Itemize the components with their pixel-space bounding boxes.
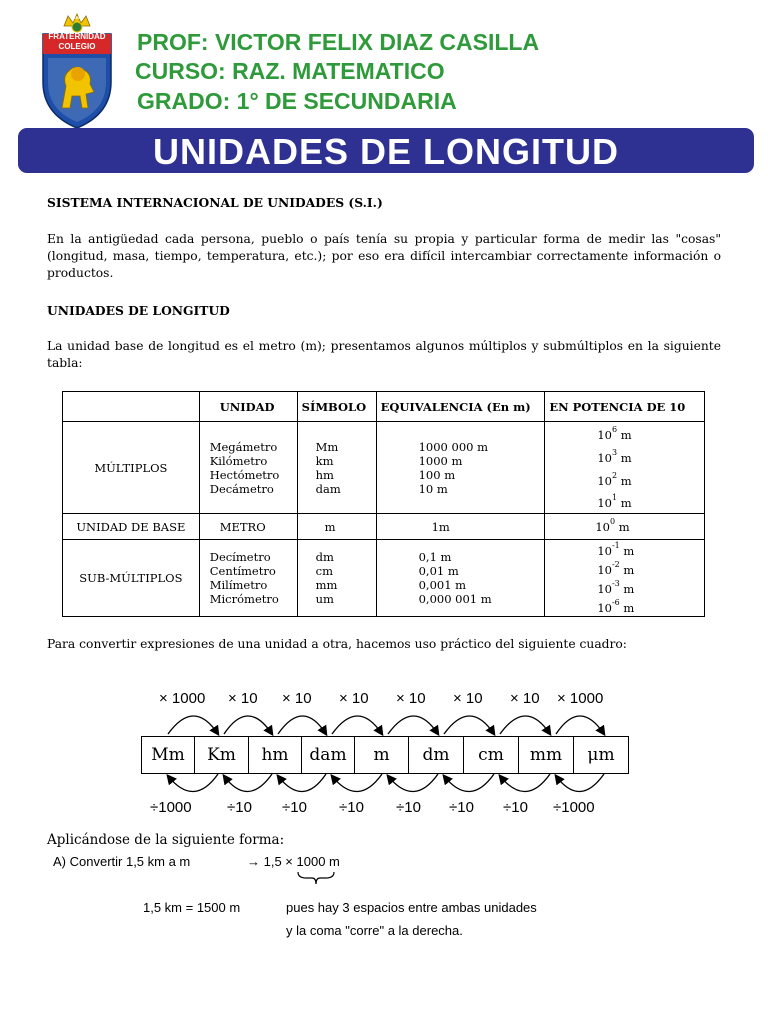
example-reason-1: pues hay 3 espacios entre ambas unidades	[286, 900, 537, 915]
unit-equivalence: 1000 m	[418, 453, 463, 468]
table-header: EQUIVALENCIA (En m)	[376, 392, 545, 422]
divide-op: ÷10	[227, 799, 252, 816]
unit-symbol: hm	[315, 467, 334, 482]
page-title: UNIDADES DE LONGITUD	[152, 131, 619, 172]
paragraph-history: En la antigüedad cada persona, pueblo o país tenía su propia y particular forma de medir las "cosas" (longitud, masa, tiempo, temperatura, etc.); por eso era difícil intercambiar correctamente información o productos.	[47, 232, 721, 280]
table-row-base-unit	[63, 514, 705, 540]
unit-name: Megámetro	[209, 439, 278, 454]
multiply-op: × 10	[396, 690, 426, 707]
bottom-arrow	[388, 774, 438, 792]
power-of-ten: $10^{-1}$ m	[597, 541, 635, 559]
unit-equivalence: 0,01 m	[418, 563, 459, 578]
unit-name: Hectómetro	[209, 467, 280, 482]
group-label: UNIDAD DE BASE	[63, 514, 200, 540]
multiply-op: × 1000	[557, 690, 604, 707]
unit-box: cm	[464, 737, 519, 773]
table-header: UNIDAD	[199, 392, 297, 422]
table-header	[63, 392, 200, 422]
unit-name: Kilómetro	[209, 453, 268, 468]
unit-name: Centímetro	[209, 563, 276, 578]
table-header: EN POTENCIA DE 10	[545, 392, 705, 422]
bottom-arrow	[168, 774, 218, 792]
divide-op: ÷10	[396, 799, 421, 816]
unit-symbol: mm	[315, 577, 338, 592]
unit-equivalences	[376, 422, 545, 514]
multiply-op: × 1000	[159, 690, 206, 707]
multiply-op: × 10	[453, 690, 483, 707]
power-of-ten: $10^1$ m	[597, 493, 632, 511]
course-name: CURSO: RAZ. MATEMATICO	[135, 58, 445, 84]
unit-equivalence: 1000 000 m	[418, 439, 489, 454]
unit-name: Decímetro	[209, 549, 271, 564]
multiply-op: × 10	[282, 690, 312, 707]
crest-text-top: FRATERNIDAD	[48, 32, 106, 41]
unit-equivalence: 100 m	[418, 467, 456, 482]
bottom-arrow	[500, 774, 550, 792]
unit-box: Km	[195, 737, 249, 773]
unit-conversion-boxes	[141, 736, 629, 774]
unit-equivalences	[376, 540, 545, 616]
unit-symbol: cm	[315, 563, 333, 578]
unit-box: m	[355, 737, 409, 773]
bottom-arrow	[556, 774, 604, 792]
power-of-ten: $10^6$ m	[597, 425, 632, 442]
unit-equivalence: 0,000 001 m	[418, 591, 492, 606]
unit-name: Decámetro	[209, 481, 274, 496]
paragraph-conversion: Para convertir expresiones de una unidad a otra, hacemos uso práctico del siguiente cuadro:	[47, 637, 627, 651]
unit-names	[199, 422, 297, 514]
power-of-ten: $10^3$ m	[597, 447, 632, 465]
power-of-ten: $10^{-6}$ m	[597, 597, 635, 615]
apply-intro: Aplicándose de la siguiente forma:	[47, 832, 285, 848]
bottom-arrow	[332, 774, 382, 792]
unit-symbol: dam	[315, 481, 341, 496]
school-crest-logo	[40, 12, 114, 130]
example-reason-2: y la coma "corre" a la derecha.	[286, 923, 463, 938]
bottom-arrow	[224, 774, 272, 792]
table-header: SÍMBOLO	[297, 392, 376, 422]
bottom-arrow	[444, 774, 494, 792]
group-label: SUB-MÚLTIPLOS	[63, 540, 200, 616]
top-arrow	[556, 716, 604, 734]
divide-op: ÷10	[449, 799, 474, 816]
unit-box: dam	[302, 737, 355, 773]
unit-symbol: km	[315, 453, 334, 468]
top-arrow	[168, 716, 218, 734]
example-statement: A) Convertir 1,5 km a m	[53, 854, 191, 869]
unit-box: Mm	[142, 737, 195, 773]
unit-name: Micrómetro	[209, 591, 279, 606]
example-expression: → 1,5 × 1000 m	[247, 854, 340, 869]
length-units-table	[62, 391, 705, 617]
paragraph-base-unit: La unidad base de longitud es el metro (m); presentamos algunos múltiplos y submúltiplos en la siguiente tabla:	[47, 339, 721, 370]
multiply-op: × 10	[510, 690, 540, 707]
unit-box: hm	[249, 737, 302, 773]
divide-operators	[0, 799, 768, 819]
unit-symbol: m	[297, 514, 376, 540]
unit-equivalence: 0,001 m	[418, 577, 467, 592]
unit-powers	[545, 422, 705, 514]
brace-icon	[296, 870, 336, 888]
table-row-multiples	[63, 422, 705, 514]
heading-length-units: UNIDADES DE LONGITUD	[47, 303, 230, 318]
example-result: 1,5 km = 1500 m	[143, 900, 241, 915]
unit-name: METRO	[199, 514, 297, 540]
unit-equivalence: 10 m	[418, 481, 448, 496]
table-row-submultiples	[63, 540, 705, 616]
unit-equivalence: 0,1 m	[418, 549, 452, 564]
unit-symbol: Mm	[315, 439, 339, 454]
divide-op: ÷1000	[553, 799, 595, 816]
heading-si: SISTEMA INTERNACIONAL DE UNIDADES (S.I.)	[47, 195, 383, 210]
top-arrow	[500, 716, 550, 734]
unit-box: dm	[409, 737, 464, 773]
top-arrow	[278, 716, 326, 734]
table-header-row	[63, 392, 705, 422]
multiply-op: × 10	[339, 690, 369, 707]
multiply-op: × 10	[228, 690, 258, 707]
divide-op: ÷1000	[150, 799, 192, 816]
unit-box: mm	[519, 737, 574, 773]
group-label: MÚLTIPLOS	[63, 422, 200, 514]
crest-text-bottom: COLEGIO	[58, 42, 96, 51]
unit-symbols	[297, 540, 376, 616]
divide-op: ÷10	[282, 799, 307, 816]
top-arrow	[332, 716, 382, 734]
bottom-arrow	[278, 774, 326, 792]
unit-box: μm	[587, 745, 615, 765]
power-of-ten: $10^{-3}$ m	[597, 578, 635, 596]
power-of-ten: $10^2$ m	[597, 470, 632, 488]
power-of-ten: $10^{-2}$ m	[597, 560, 635, 577]
top-arrow	[444, 716, 494, 734]
top-arrow	[224, 716, 272, 734]
top-arrow	[388, 716, 438, 734]
crest-badge: CEP	[72, 15, 82, 20]
power-of-ten: $10^0$ m	[545, 514, 705, 540]
unit-powers	[545, 540, 705, 616]
teacher-name: PROF: VICTOR FELIX DIAZ CASILLA	[137, 29, 540, 55]
unit-symbols	[297, 422, 376, 514]
unit-equivalence: 1m	[376, 514, 545, 540]
divide-op: ÷10	[339, 799, 364, 816]
unit-names	[199, 540, 297, 616]
unit-name: Milímetro	[209, 577, 268, 592]
unit-symbol: dm	[315, 549, 334, 564]
unit-symbol: um	[315, 591, 334, 606]
divide-op: ÷10	[503, 799, 528, 816]
grade-level: GRADO: 1° DE SECUNDARIA	[137, 88, 457, 114]
